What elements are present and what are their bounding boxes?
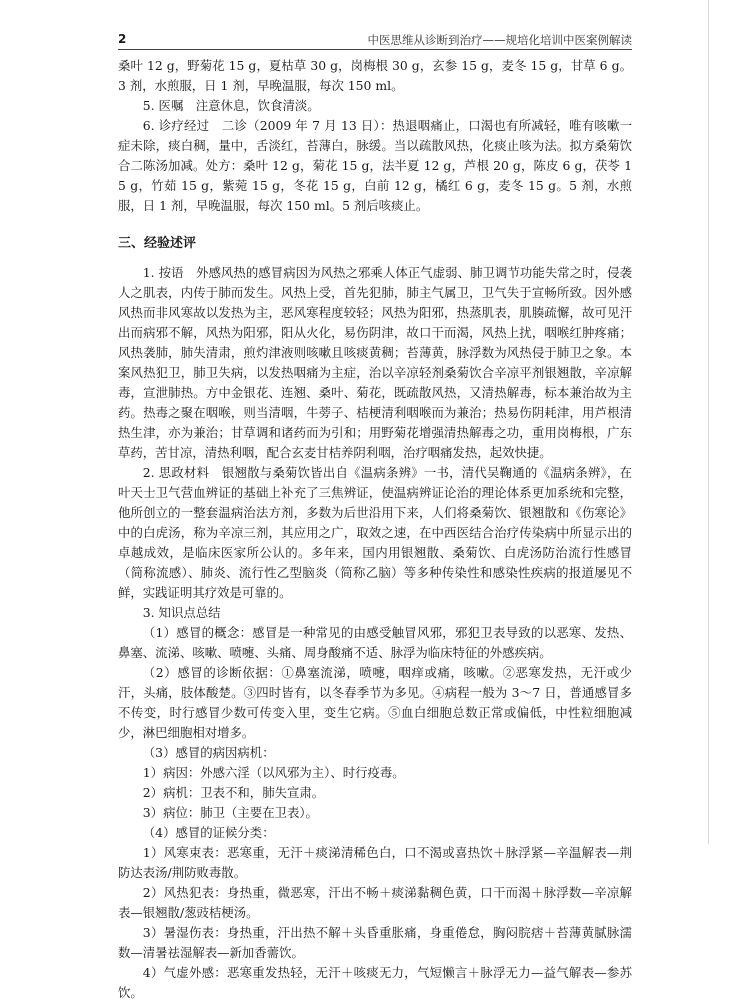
- syndrome-item: 1）风寒束表：恶寒重，无汗＋痰涕清稀色白，口不渴或喜热饮＋脉浮紧—辛温解表—荆防达表汤/荆防败毒散。: [118, 845, 632, 880]
- commentary-paragraph: 1. 按语 外感风热的感冒病因为风热之邪乘人体正气虚弱、肺卫调节功能失常之时，侵袭人之肌表，内传于肺而发生。风热上受，首先犯肺，肺主气属卫，卫气失于宣畅所致。因外感风热而非风寒故以发热为主，恶风寒程度较轻；风热为阳邪，热蒸肌表，肌腠疏懈，故可见汗出而病邪不解，风热为阳邪，阳从火化，易伤阴津，故口干而渴，风热上扰，咽喉红肿疼痛；风热袭肺，肺失清肃，煎灼津液则咳嗽且咳痰黄稠；苔薄黄，脉浮数为风热侵于肺卫之象。本案风热犯卫，肺卫失病，以发热咽痛为主症，治以辛凉轻剂桑菊饮合辛凉平剂银翘散，辛凉解毒，宣泄肺热。方中金银花、连翘、桑叶、菊花，既疏散风热，又清热解毒，标本兼治故为主药。热毒之聚在咽喉，则当清咽，牛蒡子、桔梗清利咽喉而为兼治；热易伤阴耗津，用芦根清热生津，亦为兼治；甘草调和诸药而为引和；用野菊花增强清热解毒之功，重用岗梅根，广东草药，苦甘凉，清热利咽，配合玄麦甘桔养阴利咽，治疗咽痛发热，起效快捷。: [118, 265, 632, 460]
- page-header: [118, 30, 632, 48]
- etiology-item: 1）病因：外感六淫（以风邪为主）、时行疫毒。: [142, 765, 405, 780]
- knowledge-summary-heading: 3. 知识点总结: [142, 605, 221, 620]
- header-rule: [118, 49, 632, 50]
- running-title: 中医思维从诊断到治疗——规培化培训中医案例解读: [367, 33, 632, 47]
- page-number: 2: [118, 32, 127, 46]
- treatment-course: 6. 诊疗经过 二诊（2009 年 7 月 13 日）：热退咽痛止，口渴也有所减轻，唯有咳嗽一症未除，痰白稠，量中，舌淡红，苔薄白，脉缓。当以疏散风热，化痰止咳为法。拟方桑菊饮合二陈汤加减。处方：桑叶 12 g，菊花 15 g，法半夏 12 g，芦根 20 g，陈皮 6 g，茯苓 15 g，竹茹 15 g，紫菀 15 g，冬花 15 g，白前 12 g，橘红 6 g，麦冬 15 g。5 剂，水煎服，日 1 剂，早晚温服，每次 150 ml。5 剂后咳痰止。: [118, 118, 632, 213]
- diagnosis-paragraph: （2）感冒的诊断依据：①鼻塞流涕，喷嚏，咽痒或痛，咳嗽。②恶寒发热，无汗或少汗，头痛，肢体酸楚。③四时皆有，以冬春季节为多见。④病程一般为 3～7 日，普通感冒多不传变，时行感冒少数可传变入里，变生它病。⑤血白细胞总数正常或偏低，中性粒细胞减少，淋巴细胞相对增多。: [118, 665, 632, 740]
- syndrome-heading: （4）感冒的证候分类：: [142, 825, 275, 840]
- prescription-continuation: 桑叶 12 g，野菊花 15 g，夏枯草 30 g，岗梅根 30 g，玄参 15 g，麦冬 15 g，甘草 6 g。3 剂，水煎服，日 1 剂，早晚温服，每次 150 ml。: [118, 58, 632, 93]
- pathogenesis-item: 2）病机：卫表不和，肺失宣肃。: [142, 785, 325, 800]
- page-edge-line: [708, 0, 709, 844]
- syndrome-item: 2）风热犯表：身热重，微恶寒，汗出不畅＋痰涕黏稠色黄，口干而渴＋脉浮数—辛凉解表—银翘散/葱豉桔梗汤。: [118, 885, 632, 920]
- location-item: 3）病位：肺卫（主要在卫表）。: [142, 805, 318, 820]
- medical-advice: 5. 医嘱 注意休息，饮食清淡。: [142, 98, 320, 113]
- page-body: [118, 56, 632, 1003]
- syndrome-item: 3）暑湿伤表：身热重，汗出热不解＋头昏重胀痛，身重倦怠，胸闷脘痞＋苔薄黄腻脉濡数—清暑祛湿解表—新加香薷饮。: [118, 925, 632, 960]
- section-heading: 三、经验述评: [118, 236, 197, 251]
- syndrome-item: 4）气虚外感：恶寒重发热轻，无汗＋咳痰无力，气短懒言＋脉浮无力—益气解表—参苏饮。: [118, 965, 632, 1000]
- etiology-heading: （3）感冒的病因病机：: [142, 745, 275, 760]
- concept-paragraph: （1）感冒的概念：感冒是一种常见的由感受触冒风邪，邪犯卫表导致的以恶寒、发热、鼻塞、流涕、咳嗽、喷嚏、头痛、周身酸痛不适、脉浮为临床特征的外感疾病。: [118, 625, 632, 660]
- ideology-paragraph: 2. 思政材料 银翘散与桑菊饮皆出自《温病条辨》一书，清代吴鞠通的《温病条辨》，在叶天士卫气营血辨证的基础上补充了三焦辨证，使温病辨证论治的理论体系更加系统和完整，他所创立的一整套温病治法方剂，多数为后世沿用下来，人们将桑菊饮、银翘散和《伤寒论》中的白虎汤，称为辛凉三剂，其应用之广，取效之速，在中西医结合治疗传染病中所显示出的卓越成效，是临床医家所公认的。多年来，国内用银翘散、桑菊饮、白虎汤防治流行性感冒（简称流感）、肺炎、流行性乙型脑炎（简称乙脑）等多种传染性和感染性疾病的报道屡见不鲜，实践证明其疗效是可靠的。: [118, 465, 632, 600]
